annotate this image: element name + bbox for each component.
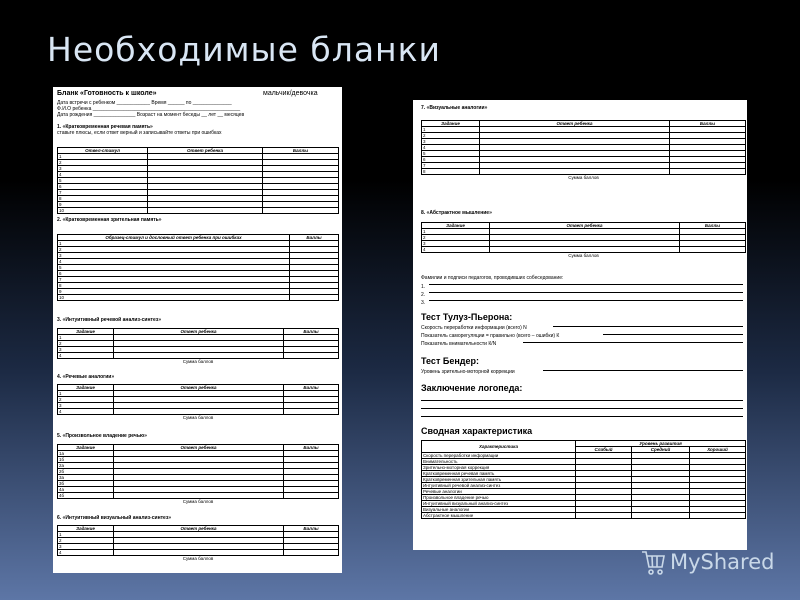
table-row: [58, 295, 339, 301]
row-label: 1: [58, 532, 114, 538]
table-header-cell: Баллы: [284, 445, 339, 451]
col-level-good: Хороший: [690, 447, 746, 453]
row-label: 3б: [58, 481, 114, 487]
table-header-cell: Задание: [58, 385, 114, 391]
row-label: 1: [58, 335, 114, 341]
table-header-cell: Ответ ребенка: [114, 526, 284, 532]
section-title: 8. «Абстрактное мышление»: [421, 210, 492, 216]
sum-label: Сумма баллов: [182, 556, 214, 561]
row-label: 3: [58, 253, 290, 259]
characteristic-cell: Речевые аналогии: [422, 489, 576, 495]
row-label: 4: [422, 247, 490, 253]
table-header-cell: Баллы: [284, 385, 339, 391]
slide-title: Необходимые бланки: [47, 30, 442, 69]
table-header-cell: Задание: [58, 329, 114, 335]
row-label: 4: [422, 145, 480, 151]
section-title: 7. «Визуальные аналогии»: [421, 105, 488, 111]
row-label: 7: [58, 277, 290, 283]
sum-label: Сумма баллов: [568, 175, 599, 180]
row-label: 8: [58, 283, 290, 289]
row-label: 3а: [58, 475, 114, 481]
table-s5: [57, 444, 339, 504]
table-s7: [421, 120, 746, 180]
myshared-logo: [640, 548, 774, 576]
table-header-cell: Баллы: [284, 526, 339, 532]
logo-prefix: My: [670, 550, 701, 574]
blank-cell: [690, 513, 746, 519]
row-label: 2: [58, 397, 114, 403]
gender-label: мальчик/девочка: [263, 90, 318, 97]
row-label: 6: [58, 184, 148, 190]
section-title: 2. «Кратковременная зрительная память»: [57, 217, 162, 223]
characteristic-cell: Интуитивный визуальный анализ-синтез: [422, 501, 576, 507]
row-label: 3: [422, 139, 480, 145]
row-label: 2: [422, 235, 490, 241]
row-label: 6: [58, 271, 290, 277]
bender-title: Тест Бендер:: [421, 356, 479, 366]
logoped-title: Заключение логопеда:: [421, 383, 523, 393]
table-header-cell: Ответ ребенка: [480, 121, 670, 127]
toulouse-title: Тест Тулуз-Пьерона:: [421, 312, 513, 322]
characteristic-cell: Визуальные аналогии: [422, 507, 576, 513]
row-label: 3: [58, 544, 114, 550]
teacher-row: 2.: [421, 292, 426, 298]
row-label: 3: [422, 241, 490, 247]
row-label: 2: [58, 160, 148, 166]
row-label: 1: [58, 154, 148, 160]
table-header-cell: Баллы: [284, 329, 339, 335]
row-label: 5: [58, 178, 148, 184]
row-label: 3: [58, 166, 148, 172]
sum-label: Сумма баллов: [182, 499, 214, 504]
table-header-cell: Баллы: [670, 121, 746, 127]
row-label: 4: [58, 550, 114, 556]
logo-name: Shared: [700, 550, 775, 574]
characteristic-cell: Внимательность: [422, 459, 576, 465]
row-label: 4: [58, 409, 114, 415]
row-label: 7: [422, 163, 480, 169]
meta-line: Дата рождения _______________ Возраст на момент беседы __ лет __ месяцев: [57, 112, 245, 118]
row-label: 6: [422, 157, 480, 163]
blank-cell: [263, 208, 339, 214]
row-label: 9: [58, 289, 290, 295]
table-header-cell: Задание: [422, 223, 490, 229]
row-label: 2а: [58, 463, 114, 469]
toulouse-line: Показатель внимательности К/N: [421, 341, 497, 347]
cart-icon: [640, 548, 666, 576]
row-label: 5: [422, 151, 480, 157]
col-level-weak: Слабый: [576, 447, 632, 453]
row-label: 10: [58, 208, 148, 214]
row-label: 3: [58, 403, 114, 409]
sum-label: Сумма баллов: [182, 415, 214, 420]
form-page-right: [413, 100, 747, 550]
row-label: 7: [58, 190, 148, 196]
col-characteristic: Характеристика: [422, 441, 576, 453]
table-header-cell: Ответ ребенка: [490, 223, 680, 229]
characteristic-cell: Абстрактное мышление: [422, 513, 576, 519]
table-header-cell: Баллы: [290, 235, 339, 241]
col-level: Уровень развития: [576, 441, 746, 447]
row-label: 4: [58, 259, 290, 265]
table-header-cell: Ответ ребенка: [114, 329, 284, 335]
table-header-cell: Ответ ребенка: [148, 148, 263, 154]
row-label: 4: [58, 353, 114, 359]
col-level-medium: Средний: [632, 447, 690, 453]
row-label: 9: [58, 202, 148, 208]
row-label: 1: [58, 241, 290, 247]
characteristic-cell: Зрительно-моторная коррекция: [422, 465, 576, 471]
table-header-cell: Задание: [422, 121, 480, 127]
teachers-title: Фамилии и подписи педагогов, проводивших собеседование:: [421, 275, 564, 281]
table-s4: [57, 384, 339, 420]
row-label: 4а: [58, 487, 114, 493]
meta-line: Дата встречи с ребенком ____________ Время ______ по ______________: [57, 100, 232, 106]
table-row: [422, 513, 746, 519]
row-label: 4: [58, 172, 148, 178]
teacher-row: 1.: [421, 284, 426, 290]
blank-cell: [290, 295, 339, 301]
section-title: 3. «Интуитивный речевой анализ-синтез»: [57, 317, 162, 323]
row-label: 4б: [58, 493, 114, 499]
characteristic-cell: Интуитивный речевой анализ-синтез: [422, 483, 576, 489]
table-header-cell: Задание: [58, 526, 114, 532]
table-s8: [421, 222, 746, 258]
blank-cell: [148, 208, 263, 214]
form-title: Бланк «Готовность к школе»: [57, 90, 157, 97]
sum-label: Сумма баллов: [568, 253, 599, 258]
sum-label: Сумма баллов: [182, 359, 214, 364]
blank-cell: [576, 513, 632, 519]
table-header-cell: Задание: [58, 445, 114, 451]
row-label: 1а: [58, 451, 114, 457]
row-label: 2: [58, 538, 114, 544]
form-page-left: [53, 87, 342, 573]
characteristic-cell: Кратковременная речевая память: [422, 471, 576, 477]
characteristic-cell: Произвольное владение речью: [422, 495, 576, 501]
blank-cell: [632, 513, 690, 519]
row-label: 5: [58, 265, 290, 271]
row-label: 2: [422, 133, 480, 139]
table-s3: [57, 328, 339, 364]
table-s2: [57, 234, 339, 301]
toulouse-line: Скорость переработки информации (всего) N: [421, 325, 527, 331]
row-label: 1: [422, 127, 480, 133]
row-label: 10: [58, 295, 290, 301]
table-s1: [57, 147, 339, 214]
table-header-cell: Баллы: [680, 223, 746, 229]
table-header-cell: Ответ ребенка: [114, 445, 284, 451]
section-note: ставьте плюсы, если ответ верный и записывайте ответы при ошибках: [57, 130, 222, 136]
summary-title: Сводная характеристика: [421, 426, 533, 436]
section-title: 6. «Интуитивный визуальный анализ-синтез»: [57, 515, 172, 521]
row-label: 1б: [58, 457, 114, 463]
section-title: 4. «Речевые аналогии»: [57, 374, 115, 380]
row-label: 1: [58, 391, 114, 397]
table-summary: [421, 440, 746, 519]
row-label: 1: [422, 229, 490, 235]
table-s6: [57, 525, 339, 561]
bender-line: Уровень зрительно-моторной коррекции: [421, 369, 515, 375]
toulouse-line: Показатель саморегуляции = правильно (всего – ошибки) К: [421, 333, 560, 339]
table-header-cell: Отвел-стимул: [58, 148, 148, 154]
row-label: 2: [58, 247, 290, 253]
meta-line: Ф.И.О ребенка _____________________________________________________: [57, 106, 241, 112]
row-label: 8: [58, 196, 148, 202]
characteristic-cell: Скорость переработки информации: [422, 453, 576, 459]
section-title: 5. «Произвольное владение речью»: [57, 433, 147, 439]
table-row: [58, 208, 339, 214]
teacher-row: 3.: [421, 300, 426, 306]
row-label: 8: [422, 169, 480, 175]
characteristic-cell: Кратковременная зрительная память: [422, 477, 576, 483]
section-title: 1. «Кратковременная речевая память»: [57, 124, 153, 130]
row-label: 2: [58, 341, 114, 347]
row-label: 2б: [58, 469, 114, 475]
table-header-cell: Ответ ребенка: [114, 385, 284, 391]
row-label: 3: [58, 347, 114, 353]
table-header-cell: Баллы: [263, 148, 339, 154]
table-header-cell: Образец-стимул и дословный ответ ребенка при ошибках: [58, 235, 290, 241]
